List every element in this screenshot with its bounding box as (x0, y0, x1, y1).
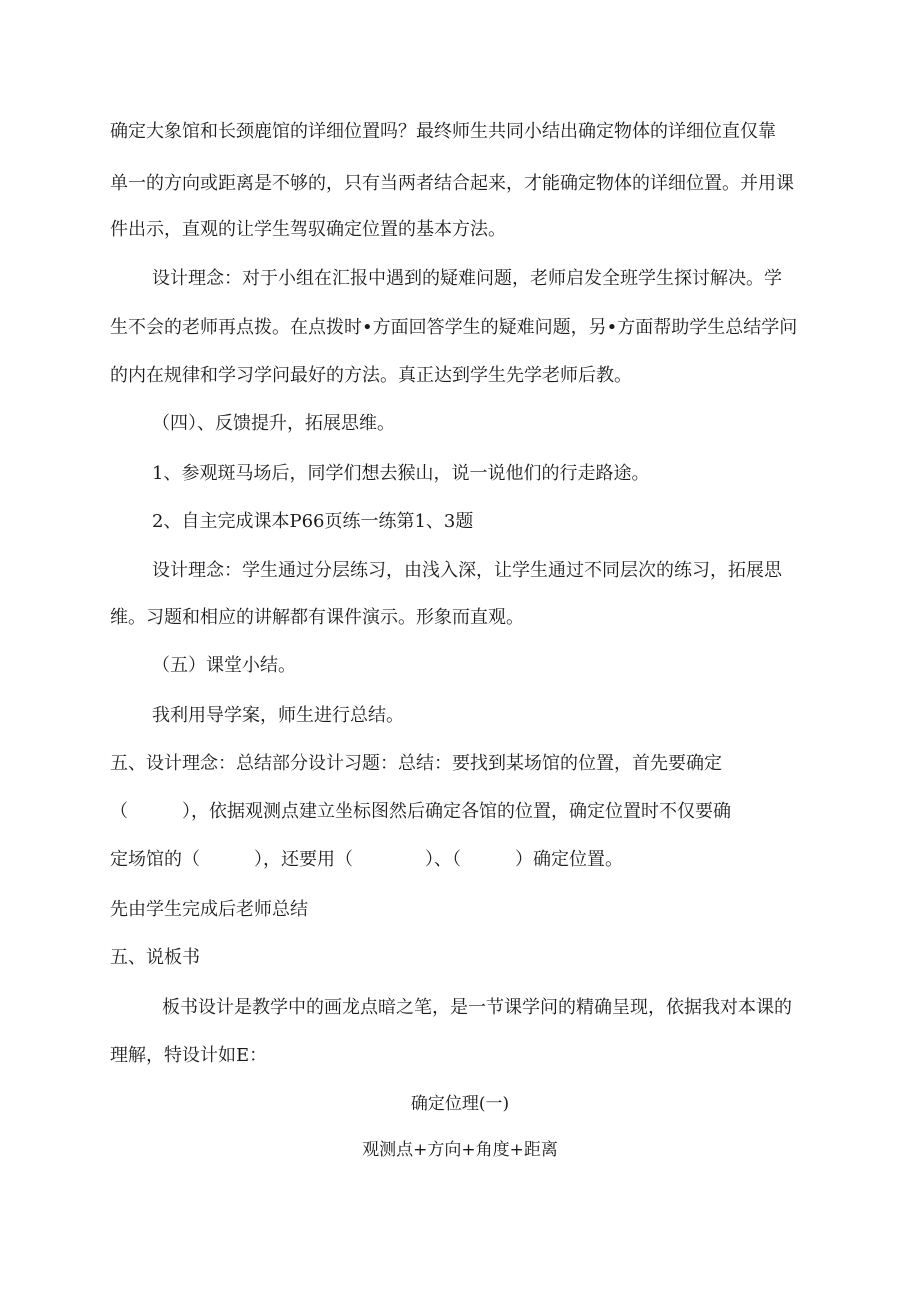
list-item: 1、参观斑马场后，同学们想去猴山，说一说他们的行走路途。 (152, 463, 650, 484)
paragraph-line: 设计理念：对于小组在汇报中遇到的疑难问题，老师启发全班学生探讨解决。学 (152, 268, 782, 289)
paragraph-line: 设计理念：学生通过分层练习，由浅入深，让学生通过不同层次的练习，拓展思 (152, 560, 782, 581)
paragraph-line: （ ），依据观测点建立坐标图然后确定各馆的位置，确定位置时不仅要确 (110, 801, 731, 822)
paragraph-line: 先由学生完成后老师总结 (110, 899, 308, 920)
paragraph-line: 维。习题和相应的讲解都有课件演示。形象而直观。 (110, 607, 524, 628)
section-heading: （四）、反馈提升，拓展思维。 (152, 413, 395, 434)
paragraph-line: 生不会的老师再点拨。在点拨时•方面回答学生的疑难问题，另•方面帮助学生总结学问 (110, 317, 798, 338)
paragraph-line: 确定大象馆和长颈鹿馆的详细位置吗？最终师生共同小结出确定物体的详细位直仅靠 (110, 121, 776, 142)
paragraph-line: 板书设计是教学中的画龙点暗之笔，是一节课学问的精确呈现，依据我对本课的 (162, 997, 792, 1018)
section-heading: （五）课堂小结。 (152, 655, 296, 676)
paragraph-line: 我利用导学案，师生进行总结。 (152, 705, 404, 726)
paragraph-line: 的内在规律和学习学问最好的方法。真正达到学生先学老师后教。 (110, 365, 632, 386)
paragraph-line: 定场馆的（ ），还要用（ ）、（ ）确定位置。 (110, 849, 623, 870)
paragraph-line: 理解，特设计如E： (110, 1045, 268, 1066)
board-title: 确定位理(一) (410, 1094, 510, 1114)
paragraph-line: 件出示，直观的让学生驾驭确定位置的基本方法。 (110, 219, 506, 240)
paragraph-line: 五、设计理念：总结部分设计习题：总结：要找到某场馆的位置，首先要确定 (110, 753, 722, 774)
list-item: 2、自主完成课本P66页练一练第1、3题 (152, 511, 474, 532)
section-heading: 五、说板书 (110, 947, 200, 968)
paragraph-line: 单一的方向或距离是不够的，只有当两者结合起来，才能确定物体的详细位置。并用课 (110, 173, 794, 194)
board-formula: 观测点+方向+角度+距离 (362, 1140, 558, 1160)
